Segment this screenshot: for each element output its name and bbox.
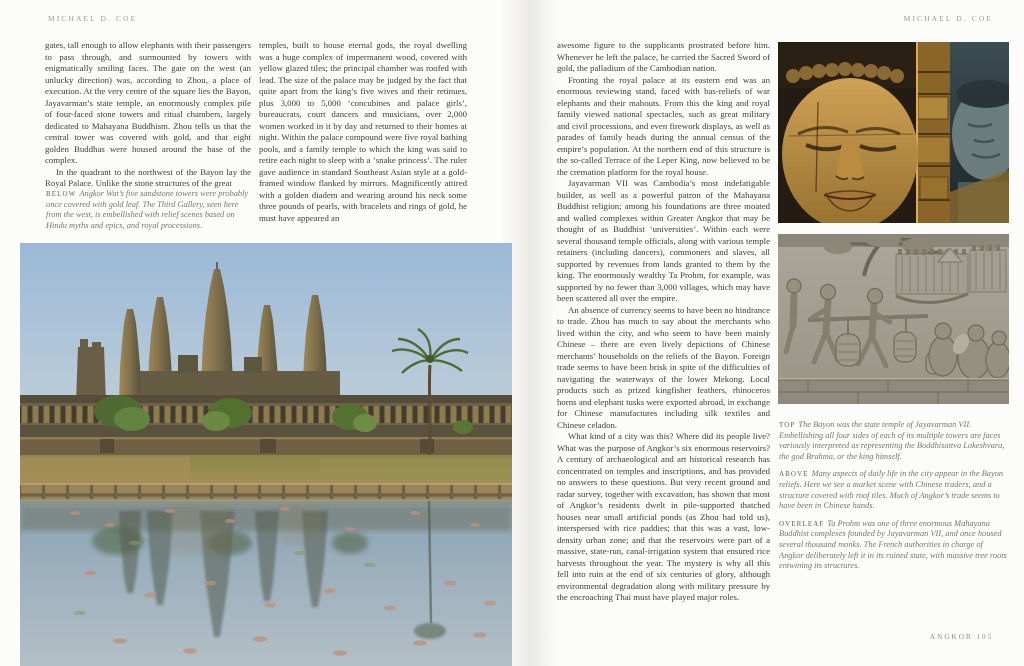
- page-number-folio: ANGKOR 105: [929, 632, 993, 641]
- caption-label: ABOVE: [779, 470, 809, 479]
- caption-paragraph: [779, 420, 1007, 462]
- caption-text: Angkor Wat’s five sandstone towers were probably once covered with gold leaf. The Third Gallery, seen here from the west, is embellished with relief scenes based on Hindu myths and epics, and royal processions.: [46, 189, 249, 230]
- caption-label: BELOW: [46, 190, 77, 198]
- caption-paragraph: [779, 469, 1007, 511]
- right-page-column: [557, 40, 770, 604]
- running-head-right: MICHAEL D. COE: [903, 14, 993, 23]
- caption-paragraph: [46, 189, 252, 231]
- bayon-face-illustration: [778, 42, 1009, 223]
- caption-label: OVERLEAF: [779, 519, 825, 528]
- body-paragraph: temples, built to house eternal gods, the royal dwelling was a huge complex of impermanent wood, covered with yellow glazed tiles; the principal chamber was roofed with lead. The size of the palace may be judged by the fact that quite apart from the king’s five wives and their retinues, plus 3,000 to 5,000 ‘concubines and palace girls’, bureaucrats, court dancers and musicians, over 2,000 women worked in it by day and returned to their homes at night. Within the palace compound were five royal bathing pools, and a family temple to which the king was said to retire each night to sleep with a ‘snake princess’. The ruler gave audience in standard Southeast Asian style at a gold-framed window flanked by mirrors. Magnificently attired with a golden diadem and wearing around his neck some three pounds of pearls, with bracelets and rings of gold, he must have appeared an: [259, 40, 467, 223]
- caption-text: Ta Prohm was one of three enormous Mahayana Buddhist complexes founded by Jayavarman VII, and once housed several thousand monks. The French authorities in charge of Angkor deliberately left it in its ruined state, with massive tree roots entwining its structures.: [779, 518, 1007, 571]
- bayon-face-photo: [778, 42, 1009, 223]
- running-head-left: MICHAEL D. COE: [48, 14, 138, 23]
- body-paragraph: Fronting the royal palace at its eastern end was an enormous reviewing stand, faced with bas-reliefs of war elephants and their mahouts. From this the king and royal family viewed national spectacles, such as great military and civil processions, and even firework displays, as well as parades of family heads during the annual census of the empire’s population. At the northern end of this structure is the so-called Terrace of the Leper King, now believed to be the cremation platform for the royal house.: [557, 74, 770, 177]
- body-paragraph: In the quadrant to the northwest of the Bayon lay the Royal Palace. Unlike the stone structures of the great: [45, 166, 251, 188]
- left-page-column-1: [45, 40, 251, 190]
- body-paragraph: What kind of a city was this? Where did its people live? What was the purpose of Angkor’s six enormous reservoirs? A century of archaeological and art historical research has concentrated on temples and inscriptions, and has provided no answers to these questions. But very recent ground and radar survey, together with excavation, has shown that most of Angkor’s residents dwelt in pile-supported thatched houses near small artificial ponds (as Zhou had told us), interspersed with rice paddies; that this was a vast, low-density urban zone; and that the reservoirs were part of a massive, state-run, canal-irrigation system that ensured rice harvests throughout the year. The mystery is why all this fell into ruin at the end of six centuries of glory, although environmental degradation along with military pressure by the encroaching Thai must have played major roles.: [557, 431, 770, 602]
- caption-text: The Bayon was the state temple of Jayavarman VII. Embellishing all four sides of each of its multiple towers are faces variously interpreted as representing the Boddhisattva Lokeshvara, the god Brahma, or the king himself.: [779, 420, 1005, 461]
- body-paragraph: An absence of currency seems to have been no hindrance to trade. Zhou has much to say about the merchants who lived within the city, and who seem to have been mainly Chinese – there are even lively depictions of Chinese merchants’ households on the reliefs of the Bayon. Foreign trade seems to have been brisk in spite of the difficulties of navigating the waterways of the lower Mekong. Local products such as prized kingfisher feathers, rhinoceros horns and elephant tusks were exported abroad, in exchange for Chinese manufactures including silk textiles and Chinese celadon.: [557, 304, 770, 430]
- bas-relief-illustration: [778, 234, 1009, 404]
- angkor-wat-photo: [20, 243, 512, 666]
- caption-paragraph: [779, 519, 1007, 572]
- angkor-wat-illustration: [20, 243, 512, 666]
- body-paragraph: Jayavarman VII was Cambodia’s most indefatigable builder, as well as a powerful patron of the Mahayana Buddhist religion; among his foundations are three moated and walled complexes within Greater Angkor that may be thought of as Buddhist ‘universities’. Within each were several thousand temple officials, along with various temple retainers (including dancers), commoners and slaves, all supported by revenues from lands granted to them by the king. The enormously wealthy Ta Prohm, for example, was supported by no fewer than 3,000 villages, which may have been scattered all over the empire.: [557, 178, 770, 303]
- caption-text: Many aspects of daily life in the city appear in the Bayon reliefs. Here we see a market scene with Chinese traders, and a structure covered with roof tiles. Much of Angkor’s trade seems to have been in Chinese hands.: [779, 469, 1004, 511]
- body-paragraph: gates, tall enough to allow elephants with their passengers to pass through, and surmounted by towers with enigmatically smiling faces. The gate on the west (an unlucky direction) was, according to Zhou, a place of execution. At the very centre of the square lies the Bayon, Jayavarman’s state temple, an enormously complex pile of four-faced stone towers and ritual chambers, largely dedicated to Mahayana Buddhism. Zhou tells us that the central tower was covered with gold, and that eight golden Buddhas were housed around the base of the complex.: [45, 40, 251, 165]
- body-paragraph: awesome figure to the supplicants prostrated before him. Whenever he left the palace, he carried the Sacred Sword of gold, the palladium of the Cambodian nation.: [557, 40, 770, 73]
- caption-label: TOP: [779, 421, 796, 429]
- right-photo-captions: [779, 420, 1007, 579]
- bas-relief-photo: [778, 234, 1009, 404]
- left-photo-caption: [46, 189, 252, 238]
- left-page-column-2: [259, 40, 467, 224]
